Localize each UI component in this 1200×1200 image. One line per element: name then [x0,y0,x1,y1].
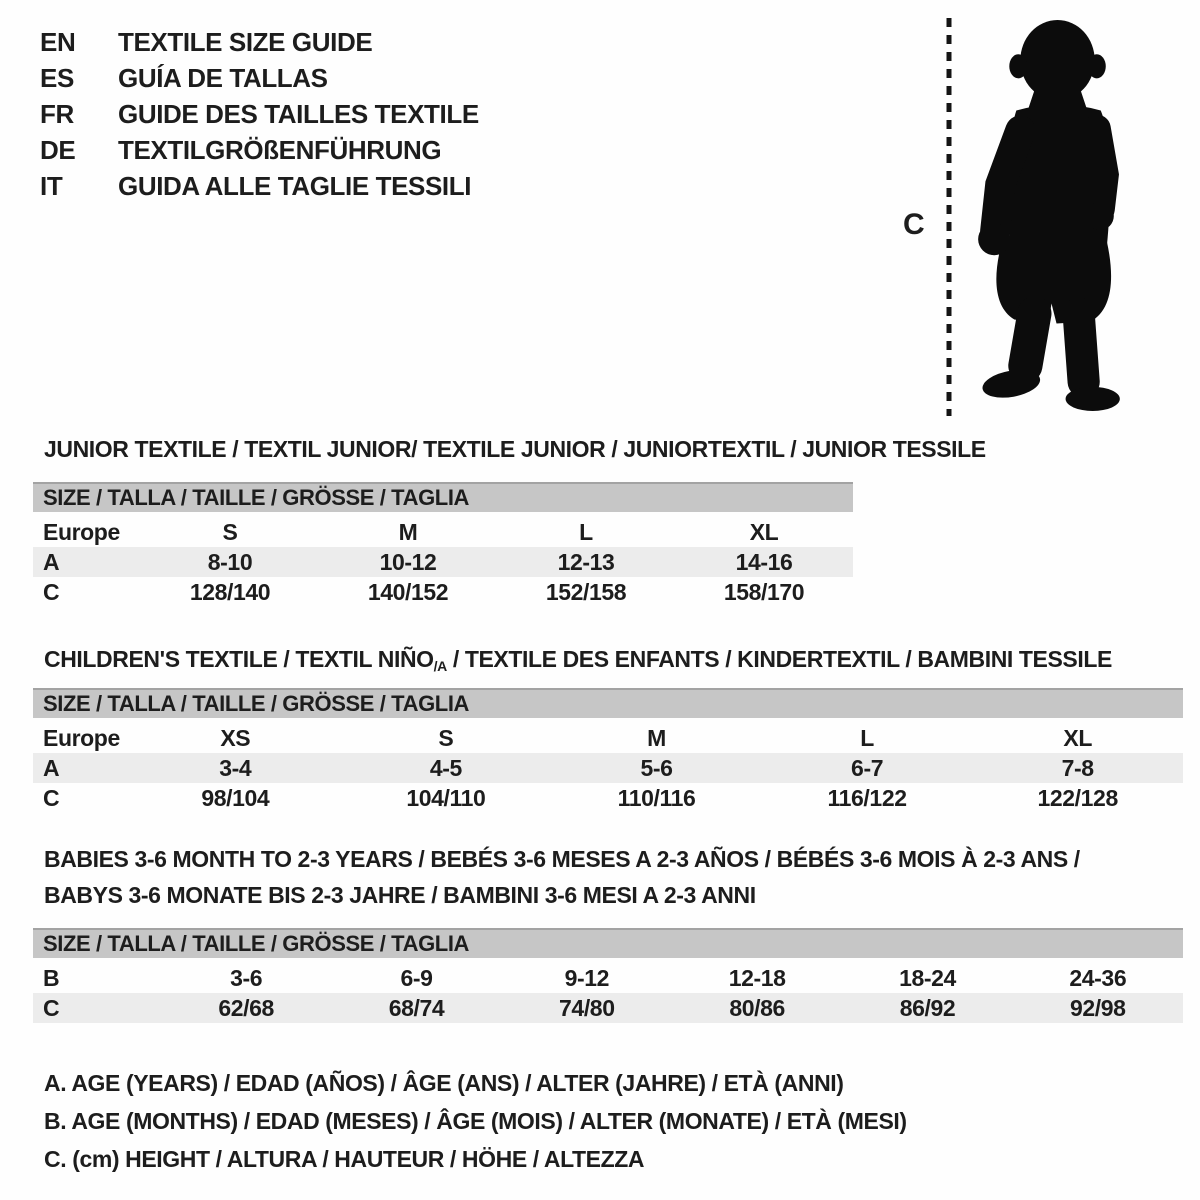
height-measure-dashed-line [944,16,954,418]
column-header: S [222,518,238,545]
column-header: M [398,518,418,545]
children-title-text: CHILDREN'S TEXTILE / TEXTIL NIÑO [44,646,434,672]
row-label: C [43,578,60,605]
legend-line-c: C. (cm) HEIGHT / ALTURA / HAUTEUR / HÖHE / ALTEZZA [44,1145,645,1172]
row-label: C [43,784,60,811]
cell-value: 14-16 [735,548,793,575]
table-row [33,993,1183,1023]
size-header-bar [33,688,1183,718]
cell-value: 12-13 [557,548,615,575]
language-code: IT [40,170,63,201]
table-row [33,963,1183,993]
language-title: GUIDE DES TAILLES TEXTILE [118,98,479,129]
cell-value: 98/104 [201,784,270,811]
cell-value: 116/122 [827,784,907,811]
table-row [33,577,853,607]
column-header: L [860,724,874,751]
size-header-label: SIZE / TALLA / TAILLE / GRÖSSE / TAGLIA [43,931,470,956]
table-row [33,753,1183,783]
table-header-row [33,517,853,547]
cell-value: 140/152 [367,578,449,605]
cell-value: 74/80 [559,994,615,1021]
language-row [40,24,479,60]
cell-value: 18-24 [899,964,956,991]
language-code: DE [40,134,76,165]
cell-value: 86/92 [899,994,956,1021]
table-header-row [33,723,1183,753]
children-title-text: / TEXTILE DES ENFANTS / KINDERTEXTIL / BAMBINI TESSILE [446,646,1112,672]
cell-value: 10-12 [379,548,437,575]
cell-value: 3-6 [230,964,263,991]
size-header-label: SIZE / TALLA / TAILLE / GRÖSSE / TAGLIA [43,485,470,510]
language-title-list [40,24,479,204]
row-label: B [43,964,60,991]
junior-size-table [33,482,853,607]
cell-value: 4-5 [429,754,462,781]
row-label: A [43,548,60,575]
language-title: GUIDA ALLE TAGLIE TESSILI [118,170,472,201]
language-code: ES [40,62,74,93]
cell-value: 110/116 [617,784,696,811]
language-title: TEXTILGRÖßENFÜHRUNG [118,134,442,165]
column-header: XL [1063,724,1092,751]
cell-value: 128/140 [189,578,271,605]
measurement-legend [44,1064,907,1178]
legend-line-a: A. AGE (YEARS) / EDAD (AÑOS) / ÂGE (ANS) / ALTER (JAHRE) / ETÀ (ANNI) [44,1069,844,1096]
column-header: XS [220,724,251,751]
cell-value: 152/158 [545,578,627,605]
table-row [33,783,1183,813]
children-section-title [44,646,1112,674]
language-title: GUÍA DE TALLAS [118,62,328,93]
legend-line-b: B. AGE (MONTHS) / EDAD (MESES) / ÂGE (MOIS) / ALTER (MONATE) / ETÀ (MESI) [44,1107,907,1134]
children-title-sub: /A [433,658,447,674]
cell-value: 9-12 [564,964,610,991]
cell-value: 5-6 [640,754,673,781]
cell-value: 104/110 [406,784,486,811]
cell-value: 6-9 [400,964,433,991]
size-header-bar [33,928,1183,958]
cell-value: 8-10 [207,548,253,575]
babies-section-title-line1: BABIES 3-6 MONTH TO 2-3 YEARS / BEBÉS 3-6 MESES A 2-3 AÑOS / BÉBÉS 3-6 MOIS À 2-3 ANS / [44,846,1080,872]
language-row [40,96,479,132]
column-header: XL [749,518,779,545]
size-header-bar [33,482,853,512]
cell-value: 62/68 [218,994,274,1021]
language-row [40,168,479,204]
column-header: S [438,724,454,751]
cell-value: 24-36 [1069,964,1127,991]
cell-value: 158/170 [723,578,805,605]
column-header: L [579,518,593,545]
column-header: M [647,724,666,751]
column-header: Europe [43,724,120,751]
babies-section-title-line2: BABYS 3-6 MONATE BIS 2-3 JAHRE / BAMBINI 3-6 MESI A 2-3 ANNI [44,882,756,908]
column-header: Europe [43,518,120,545]
table-row [33,547,853,577]
size-header-label: SIZE / TALLA / TAILLE / GRÖSSE / TAGLIA [43,691,470,716]
babies-size-table [33,928,1183,1023]
language-row [40,132,479,168]
cell-value: 3-4 [219,754,252,781]
language-row [40,60,479,96]
language-code: FR [40,98,74,129]
toddler-silhouette-icon [963,14,1141,416]
height-measure-label: C [903,208,925,241]
language-code: EN [40,26,76,57]
children-size-table [33,688,1183,813]
row-label: C [43,994,60,1021]
cell-value: 6-7 [851,754,884,781]
junior-section-title: JUNIOR TEXTILE / TEXTIL JUNIOR/ TEXTILE JUNIOR / JUNIORTEXTIL / JUNIOR TESSILE [44,436,986,462]
cell-value: 80/86 [729,994,785,1021]
cell-value: 122/128 [1037,784,1118,811]
cell-value: 68/74 [388,994,445,1021]
cell-value: 7-8 [1061,754,1094,781]
row-label: A [43,754,60,781]
cell-value: 92/98 [1070,994,1126,1021]
language-title: TEXTILE SIZE GUIDE [118,26,373,57]
cell-value: 12-18 [728,964,786,991]
